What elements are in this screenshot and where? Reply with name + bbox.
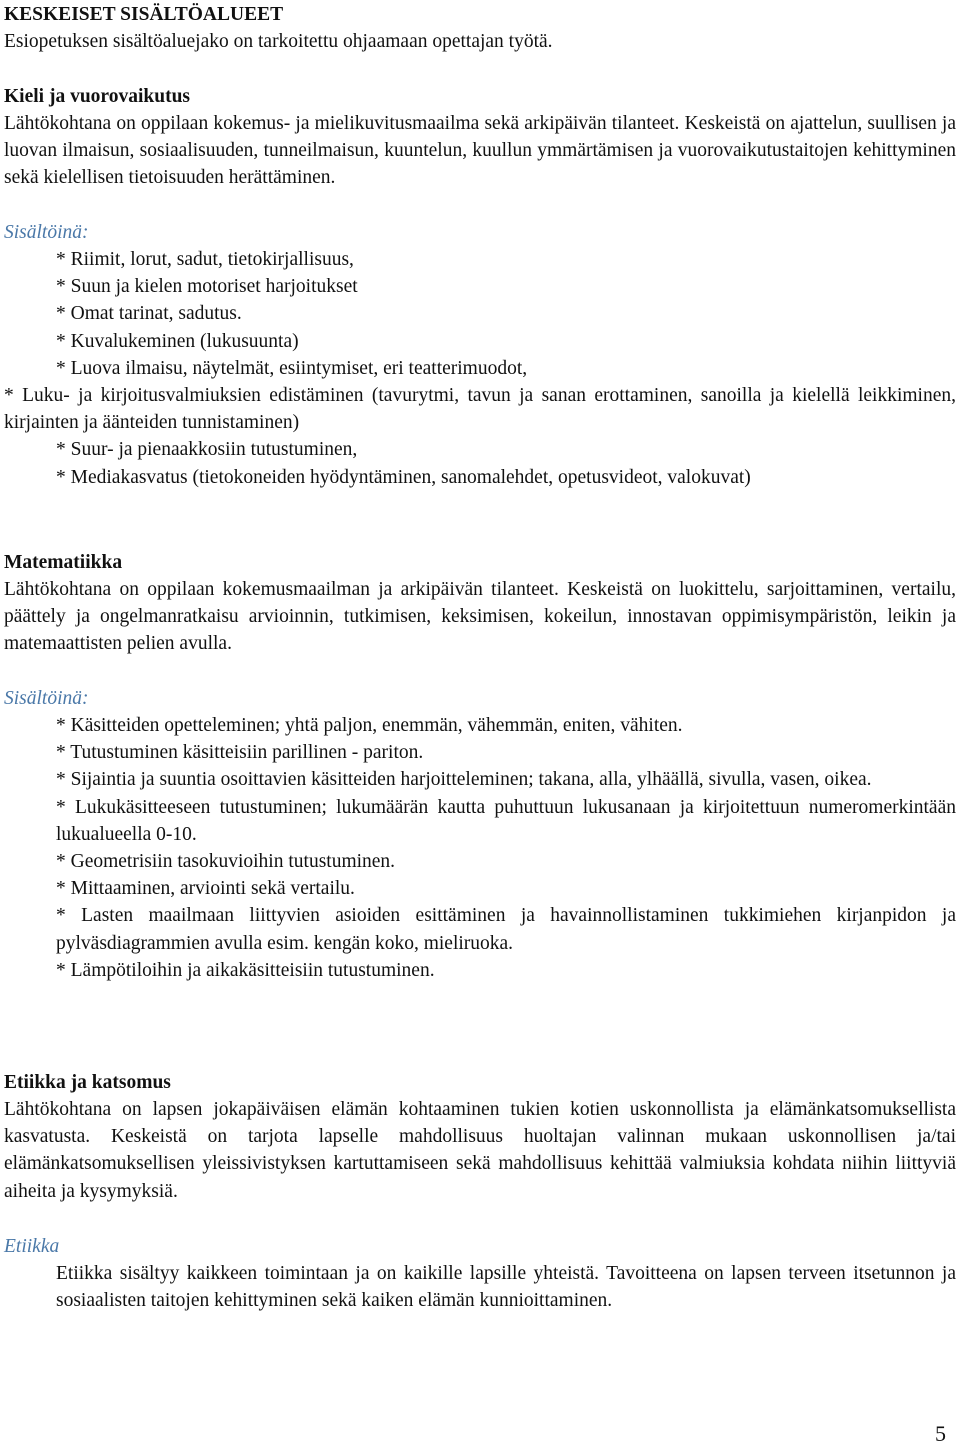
list-item: * Luku- ja kirjoitusvalmiuksien edistäminen (tavurytmi, tavun ja sanan erottaminen, sanoilla ja kielellä leikkiminen, kirjainten ja äänteiden tunnistaminen) — [4, 385, 956, 434]
content-label-matematiikka: Sisältöinä: — [4, 688, 89, 709]
section-title-matematiikka: Matematiikka — [4, 552, 123, 573]
list-item: * Lasten maailmaan liittyvien asioiden esittäminen ja havainnollistaminen tukkimiehen kirjanpidon ja pylväsdiagrammien avulla esim. kengän koko, mieliruoka. — [56, 905, 956, 954]
list-item: * Mediakasvatus (tietokoneiden hyödyntäminen, sanomalehdet, opetusvideot, valokuvat) — [56, 466, 751, 488]
content-label-kieli: Sisältöinä: — [4, 222, 89, 243]
page-number: 5 — [935, 1421, 946, 1446]
list-item: * Lämpötiloihin ja aikakäsitteisiin tutustuminen. — [56, 959, 435, 981]
subsection-label-etiikka: Etiikka — [4, 1236, 60, 1257]
subsection-body-etiikka: Etiikka sisältyy kaikkeen toimintaan ja on kaikille lapsille yhteistä. Tavoitteena on lapsen terveen itsetunnon ja sosiaalisten taitojen kehittyminen sekä kaiken elämän kunnioittaminen. — [56, 1263, 956, 1312]
content-list-kieli — [4, 246, 956, 491]
section-body-kieli: Lähtökohtana on oppilaan kokemus- ja mielikuvitusmaailma sekä arkipäivän tilanteet. Keskeistä on ajattelun, suullisen ja luovan ilmaisun, sosiaalisuuden, tunneilmaisun, kuuntelun, kuullun ymmärtämisen ja vuorovaikutustaitojen kehittyminen sekä kielellisen tietoisuuden herättäminen. — [4, 113, 956, 189]
list-item: * Lukukäsitteeseen tutustuminen; lukumäärän kautta puhuttuun lukusanaan ja kirjoitettuun numeromerkintään lukualueella 0-10. — [56, 796, 956, 845]
list-item: * Luova ilmaisu, näytelmät, esiintymiset, eri teatterimuodot, — [56, 357, 528, 379]
list-item: * Mittaaminen, arviointi sekä vertailu. — [56, 878, 355, 900]
list-item: * Omat tarinat, sadutus. — [56, 303, 242, 325]
list-item: * Geometrisiin tasokuvioihin tutustuminen. — [56, 851, 396, 873]
list-item: * Suur- ja pienaakkosiin tutustuminen, — [56, 439, 358, 461]
section-title-etiikka-ja-katsomus: Etiikka ja katsomus — [4, 1072, 171, 1093]
page-heading: KESKEISET SISÄLTÖALUEET — [4, 4, 284, 25]
section-body-matematiikka: Lähtökohtana on oppilaan kokemusmaailman ja arkipäivän tilanteet. Keskeistä on luokittelu, sarjoittaminen, vertailu, päättely ja ongelmanratkaisu arvioinnin, tutkimisen, keksimisen, kokeilun, innostavan oppimisympäristön, leikin ja matemaattisten pelien avulla. — [4, 579, 956, 655]
list-item: * Sijaintia ja suuntia osoittavien käsitteiden harjoitteleminen; takana, alla, ylhäällä, sivulla, vasen, oikea. — [56, 769, 872, 791]
list-item: * Riimit, lorut, sadut, tietokirjallisuus, — [56, 249, 354, 270]
section-body-etiikka-ja-katsomus: Lähtökohtana on lapsen jokapäiväisen elämän kohtaaminen tukien kotien uskonnollista ja elämänkatsomuksellista kasvatusta. Keskeistä on tarjota lapselle mahdollisuus huoltajan valinnan mukaan uskonnollisen ja/tai elämänkatsomuksellisen yleissivistyksen kartuttamiseen sekä mahdollisuus kehittää valmiuksia kohdata niihin liittyviä aiheita ja kysymyksiä. — [4, 1099, 956, 1202]
list-item: * Tutustuminen käsitteisiin parillinen - pariton. — [56, 742, 424, 764]
section-title-kieli: Kieli ja vuorovaikutus — [4, 86, 191, 107]
content-list-matematiikka — [56, 712, 956, 984]
list-item: * Suun ja kielen motoriset harjoitukset — [56, 276, 358, 298]
list-item-wrapped — [4, 382, 956, 436]
list-item: * Käsitteiden opetteleminen; yhtä paljon, enemmän, vähemmän, eniten, vähiten. — [56, 715, 683, 736]
intro-text: Esiopetuksen sisältöaluejako on tarkoitettu ohjaamaan opettajan työtä. — [4, 31, 553, 52]
list-item: * Kuvalukeminen (lukusuunta) — [56, 330, 299, 352]
